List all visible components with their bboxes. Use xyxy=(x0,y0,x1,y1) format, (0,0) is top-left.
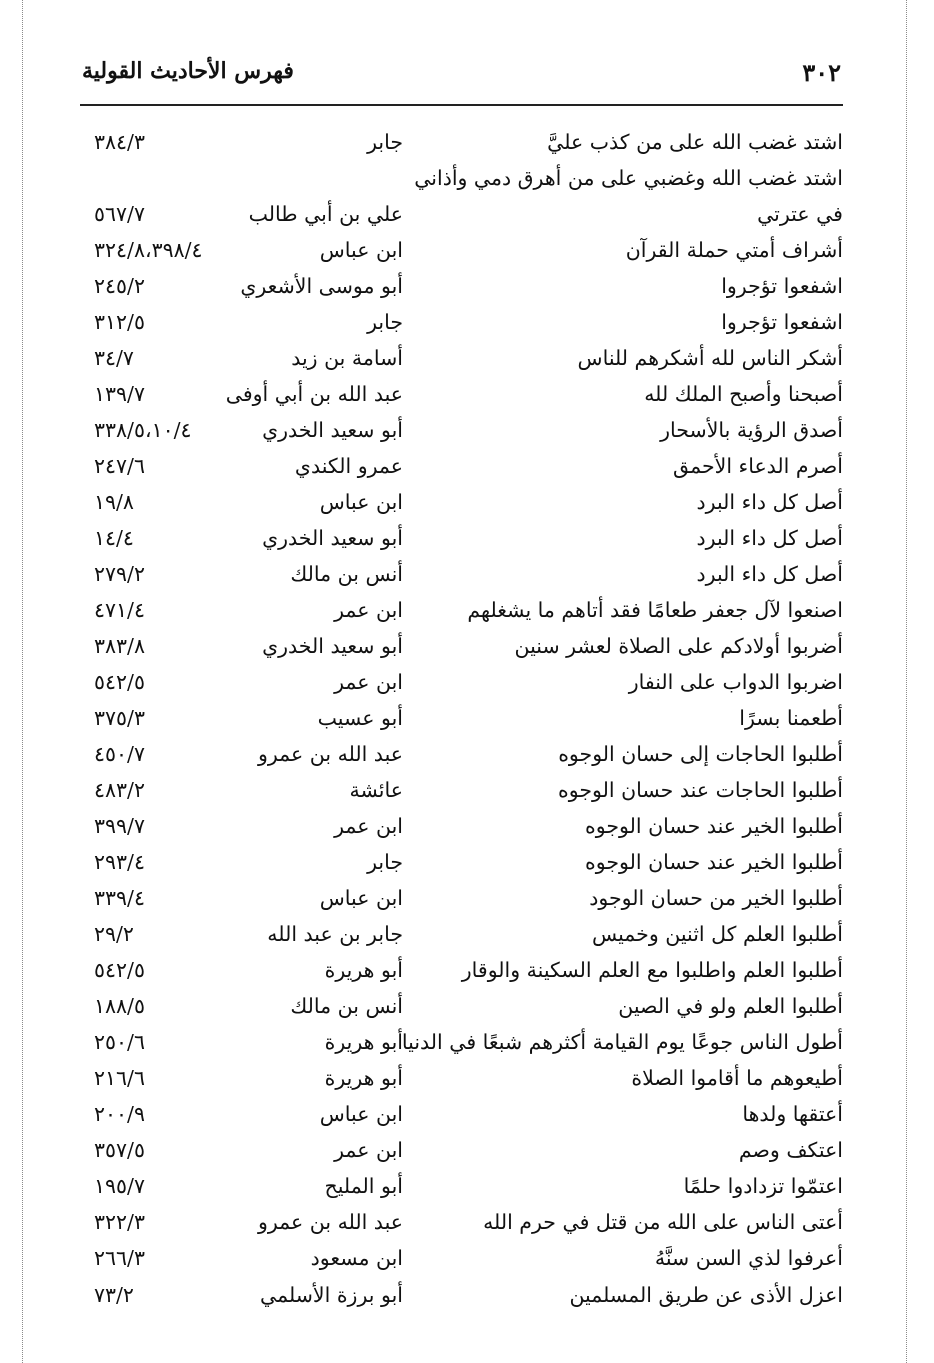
volume-page-reference: ١٨٨/٥ xyxy=(94,994,145,1019)
volume-page-reference: ٥٤٢/٥ xyxy=(94,670,145,695)
hadith-text: أطيعوهم ما أقاموا الصلاة xyxy=(631,1066,843,1091)
narrator-name: أبو هريرة xyxy=(324,958,403,983)
hadith-text: أضربوا أولادكم على الصلاة لعشر سنين xyxy=(514,634,843,659)
volume-page-reference: ١٣٩/٧ xyxy=(94,382,145,407)
volume-page-reference: ٢٧٩/٢ xyxy=(94,562,145,587)
index-row xyxy=(80,628,843,664)
index-row xyxy=(80,1060,843,1096)
index-row xyxy=(80,520,843,556)
hadith-text: أعرفوا لذي السن سنَّهُ xyxy=(654,1246,843,1271)
hadith-text: أطلبوا الحاجات عند حسان الوجوه xyxy=(558,778,843,803)
narrator-name: جابر بن عبد الله xyxy=(267,922,403,947)
index-row xyxy=(80,376,843,412)
narrator-name: أبو موسى الأشعري xyxy=(240,274,403,299)
narrator-name: أسامة بن زيد xyxy=(291,346,403,371)
index-row xyxy=(80,1204,843,1240)
narrator-name: ابن عمر xyxy=(334,670,403,695)
index-row xyxy=(80,988,843,1024)
volume-page-reference: ٤٥٠/٧ xyxy=(94,742,145,767)
narrator-name: أبو سعيد الخدري xyxy=(262,634,403,659)
narrator-name: جابر xyxy=(367,310,403,335)
index-row xyxy=(80,736,843,772)
index-row xyxy=(80,880,843,916)
narrator-name: أبو سعيد الخدري xyxy=(262,526,403,551)
scan-artifact-line-left xyxy=(22,0,23,1363)
volume-page-reference: ٢٩٣/٤ xyxy=(94,850,145,875)
index-row xyxy=(80,556,843,592)
volume-page-reference: ٢٤٧/٦ xyxy=(94,454,145,479)
index-row xyxy=(80,340,843,376)
narrator-name: ابن عباس xyxy=(319,1102,403,1127)
hadith-text: أصرم الدعاء الأحمق xyxy=(673,454,843,479)
index-row xyxy=(80,772,843,808)
narrator-name: عبد الله بن عمرو xyxy=(257,1210,403,1235)
hadith-text: أطلبوا الخير عند حسان الوجوه xyxy=(585,814,843,839)
narrator-name: ابن عمر xyxy=(334,1138,403,1163)
hadith-text: اعزل الأذى عن طريق المسلمين xyxy=(569,1282,843,1307)
hadith-text: أطعمنا بسرًا xyxy=(739,706,843,731)
hadith-text: اشتد غضب الله على من كذب عليَّ xyxy=(547,130,843,154)
hadith-text: أشكر الناس لله أشكرهم للناس xyxy=(577,346,843,371)
narrator-name: ابن عمر xyxy=(334,598,403,623)
narrator-name: أبو هريرة xyxy=(324,1030,403,1055)
hadith-text: أطلبوا الحاجات إلى حسان الوجوه xyxy=(558,742,843,767)
hadith-text: أطلبوا العلم واطلبوا مع العلم السكينة والوقار xyxy=(461,958,843,983)
volume-page-reference: ٣٥٧/٥ xyxy=(94,1138,145,1163)
index-row xyxy=(80,304,843,340)
volume-page-reference: ١٩٥/٧ xyxy=(94,1174,145,1199)
narrator-name: أنس بن مالك xyxy=(290,562,403,587)
index-row xyxy=(80,196,843,232)
narrator-name: أبو برزة الأسلمي xyxy=(260,1282,403,1307)
index-row xyxy=(80,1277,843,1313)
narrator-name: عبد الله بن أبي أوفى xyxy=(225,382,403,407)
scan-artifact-line-right xyxy=(906,0,907,1363)
index-row xyxy=(80,124,843,160)
narrator-name: ابن عباس xyxy=(319,886,403,911)
index-row xyxy=(80,484,843,520)
volume-page-reference: ٢٤٥/٢ xyxy=(94,274,145,299)
narrator-name: علي بن أبي طالب xyxy=(248,202,403,227)
volume-page-reference: ٤٧١/٤ xyxy=(94,598,145,623)
index-row xyxy=(80,592,843,628)
hadith-text: اشفعوا تؤجروا xyxy=(721,310,843,335)
index-row xyxy=(80,664,843,700)
index-row xyxy=(80,268,843,304)
narrator-name: عمرو الكندي xyxy=(294,454,403,479)
volume-page-reference: ٣١٢/٥ xyxy=(94,310,145,335)
volume-page-reference: ٣٨٤/٣ xyxy=(94,130,145,154)
narrator-name: أبو سعيد الخدري xyxy=(262,418,403,443)
index-row xyxy=(80,952,843,988)
volume-page-reference: ٣٤/٧ xyxy=(94,346,134,371)
narrator-name: ابن عباس xyxy=(319,238,403,263)
volume-page-reference: ٤٨٣/٢ xyxy=(94,778,145,803)
hadith-text: أعتى الناس على الله من قتل في حرم الله xyxy=(483,1210,843,1235)
volume-page-reference: ٣٢٢/٣ xyxy=(94,1210,145,1235)
hadith-text: في عترتي xyxy=(757,202,843,227)
hadith-text: اعتمّوا تزدادوا حلمًا xyxy=(683,1174,843,1199)
volume-page-reference: ٢٠٠/٩ xyxy=(94,1102,145,1127)
volume-page-reference: ٣٨٣/٨ xyxy=(94,634,145,659)
volume-page-reference: ٣٣٨/٥،١٠/٤ xyxy=(94,418,192,443)
index-row xyxy=(80,1024,843,1060)
header-rule xyxy=(80,104,843,106)
volume-page-reference: ٧٣/٢ xyxy=(94,1282,134,1307)
hadith-text: أعتقها ولدها xyxy=(742,1102,843,1127)
volume-page-reference: ٣٩٩/٧ xyxy=(94,814,145,839)
hadith-text: أصل كل داء البرد xyxy=(696,526,843,551)
hadith-index-table xyxy=(80,124,843,1313)
hadith-text: أطلبوا العلم ولو في الصين xyxy=(618,994,843,1019)
hadith-text: اشتد غضب الله وغضبي على من أهرق دمي وأذاني xyxy=(414,166,843,191)
hadith-text: أصل كل داء البرد xyxy=(696,490,843,515)
volume-page-reference: ٣٧٥/٣ xyxy=(94,706,145,731)
index-row xyxy=(80,1240,843,1276)
index-row xyxy=(80,1168,843,1204)
volume-page-reference: ٣٢٤/٨،٣٩٨/٤ xyxy=(94,238,203,263)
narrator-name: جابر xyxy=(367,850,403,875)
index-row xyxy=(80,700,843,736)
narrator-name: أنس بن مالك xyxy=(290,994,403,1019)
index-row xyxy=(80,412,843,448)
hadith-text: اضربوا الدواب على النفار xyxy=(628,670,843,695)
hadith-text: أطلبوا الخير من حسان الوجود xyxy=(589,886,843,911)
hadith-text: اعتكف وصم xyxy=(738,1138,843,1163)
hadith-text: أطلبوا الخير عند حسان الوجوه xyxy=(585,850,843,875)
hadith-text: أطلبوا العلم كل اثنين وخميس xyxy=(591,922,843,947)
index-row xyxy=(80,1096,843,1132)
running-title: فهرس الأحاديث القولية xyxy=(82,58,294,84)
hadith-text: اصنعوا لآل جعفر طعامًا فقد أتاهم ما يشغلهم xyxy=(467,598,843,623)
narrator-name: ابن عباس xyxy=(319,490,403,515)
hadith-text: أصدق الرؤية بالأسحار xyxy=(660,418,843,443)
index-row xyxy=(80,448,843,484)
hadith-text: اشفعوا تؤجروا xyxy=(721,274,843,299)
narrator-name: أبو المليح xyxy=(324,1174,403,1199)
narrator-name: عائشة xyxy=(349,778,403,803)
narrator-name: جابر xyxy=(367,130,403,154)
narrator-name: أبو هريرة xyxy=(324,1066,403,1091)
volume-page-reference: ٥٦٧/٧ xyxy=(94,202,145,227)
index-row xyxy=(80,916,843,952)
volume-page-reference: ٣٣٩/٤ xyxy=(94,886,145,911)
narrator-name: أبو عسيب xyxy=(317,706,403,731)
index-row xyxy=(80,1132,843,1168)
volume-page-reference: ٢١٦/٦ xyxy=(94,1066,145,1091)
narrator-name: عبد الله بن عمرو xyxy=(257,742,403,767)
page-number: ٣٠٢ xyxy=(802,58,841,87)
page-header xyxy=(80,56,843,96)
volume-page-reference: ١٩/٨ xyxy=(94,490,134,515)
volume-page-reference: ٢٥٠/٦ xyxy=(94,1030,145,1055)
index-row xyxy=(80,844,843,880)
index-row xyxy=(80,808,843,844)
narrator-name: ابن عمر xyxy=(334,814,403,839)
volume-page-reference: ٢٩/٢ xyxy=(94,922,134,947)
volume-page-reference: ٢٦٦/٣ xyxy=(94,1246,145,1271)
index-row xyxy=(80,160,843,196)
index-row xyxy=(80,232,843,268)
narrator-name: ابن مسعود xyxy=(310,1246,403,1271)
hadith-text: أشراف أمتي حملة القرآن xyxy=(625,238,843,263)
hadith-text: أطول الناس جوعًا يوم القيامة أكثرهم شبعًا في الدنيا xyxy=(401,1030,843,1055)
hadith-text: أصبحنا وأصبح الملك لله xyxy=(644,382,843,407)
hadith-text: أصل كل داء البرد xyxy=(696,562,843,587)
volume-page-reference: ١٤/٤ xyxy=(94,526,134,551)
volume-page-reference: ٥٤٢/٥ xyxy=(94,958,145,983)
